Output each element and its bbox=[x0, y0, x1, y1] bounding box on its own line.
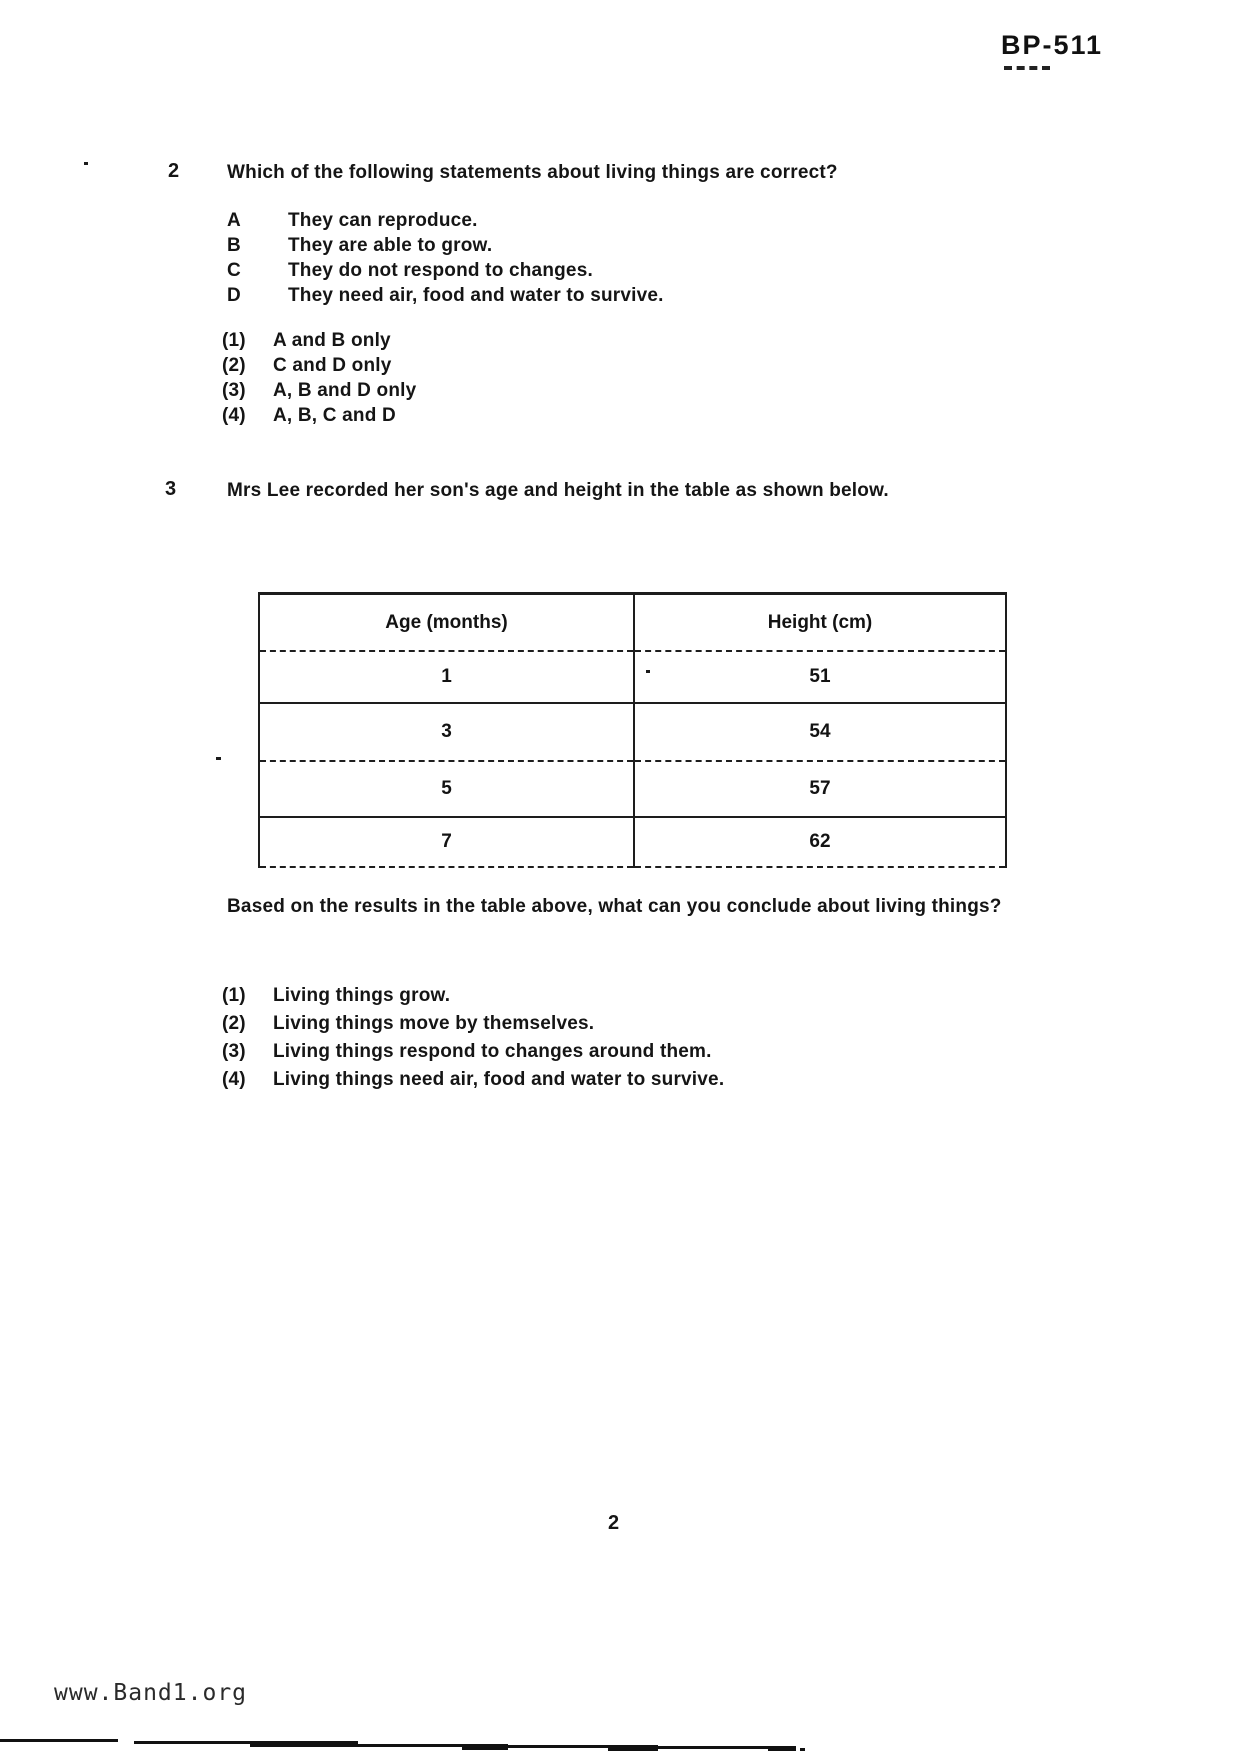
option-row bbox=[222, 330, 416, 355]
watermark-url: www.Band1.org bbox=[54, 1680, 248, 1706]
statement-row bbox=[227, 260, 664, 285]
option-row bbox=[222, 1069, 724, 1097]
option-row bbox=[222, 985, 724, 1013]
age-cell: 7 bbox=[259, 817, 634, 867]
option-row bbox=[222, 380, 416, 405]
question-2-text: Which of the following statements about living things are correct? bbox=[227, 162, 838, 183]
age-height-table bbox=[258, 592, 1007, 868]
option-text: A, B, C and D bbox=[273, 405, 396, 426]
table-row bbox=[259, 817, 1006, 867]
table-header-row bbox=[259, 594, 1006, 652]
option-label: (3) bbox=[222, 380, 246, 401]
table-row bbox=[259, 703, 1006, 761]
option-row bbox=[222, 405, 416, 430]
option-row bbox=[222, 355, 416, 380]
option-label: (1) bbox=[222, 985, 246, 1006]
statement-label: B bbox=[227, 235, 241, 256]
statement-label: A bbox=[227, 210, 241, 231]
question-2-options bbox=[222, 330, 416, 430]
statement-label: C bbox=[227, 260, 241, 281]
height-cell: 54 bbox=[634, 703, 1006, 761]
height-cell: 51 bbox=[634, 651, 1006, 703]
page-number: 2 bbox=[607, 1512, 620, 1534]
option-row bbox=[222, 1013, 724, 1041]
option-text: A, B and D only bbox=[273, 380, 417, 401]
table-row bbox=[259, 761, 1006, 817]
option-text: Living things respond to changes around them. bbox=[273, 1041, 712, 1062]
question-2-statements bbox=[227, 210, 664, 310]
question-3-options bbox=[222, 985, 724, 1097]
statement-text: They can reproduce. bbox=[288, 210, 478, 231]
option-label: (4) bbox=[222, 1069, 246, 1090]
option-label: (4) bbox=[222, 405, 246, 426]
question-3-prompt: Based on the results in the table above, what can you conclude about living things? bbox=[227, 896, 1002, 917]
statement-text: They do not respond to changes. bbox=[288, 260, 593, 281]
statement-text: They need air, food and water to survive. bbox=[288, 285, 664, 306]
question-2-number: 2 bbox=[168, 160, 180, 182]
age-cell: 1 bbox=[259, 651, 634, 703]
age-cell: 3 bbox=[259, 703, 634, 761]
option-text: A and B only bbox=[273, 330, 391, 351]
height-cell: 57 bbox=[634, 761, 1006, 817]
column-header-height: Height (cm) bbox=[634, 594, 1006, 652]
option-label: (2) bbox=[222, 355, 246, 376]
scan-artifact-dot bbox=[84, 162, 88, 165]
doc-code: BP-511 bbox=[1001, 30, 1104, 60]
height-cell: 62 bbox=[634, 817, 1006, 867]
option-label: (1) bbox=[222, 330, 246, 351]
question-3-text: Mrs Lee recorded her son's age and height in the table as shown below. bbox=[227, 480, 889, 501]
statement-label: D bbox=[227, 285, 241, 306]
question-3-number: 3 bbox=[165, 478, 177, 500]
statement-row bbox=[227, 235, 664, 260]
code-underline-dashes bbox=[1004, 66, 1050, 70]
column-header-age: Age (months) bbox=[259, 594, 634, 652]
option-label: (3) bbox=[222, 1041, 246, 1062]
statement-row bbox=[227, 210, 664, 235]
scan-artifact-dot bbox=[216, 757, 221, 760]
option-label: (2) bbox=[222, 1013, 246, 1034]
option-text: Living things grow. bbox=[273, 985, 451, 1006]
option-text: Living things need air, food and water to survive. bbox=[273, 1069, 725, 1090]
statement-text: They are able to grow. bbox=[288, 235, 493, 256]
age-cell: 5 bbox=[259, 761, 634, 817]
option-text: C and D only bbox=[273, 355, 392, 376]
option-text: Living things move by themselves. bbox=[273, 1013, 595, 1034]
table-row bbox=[259, 651, 1006, 703]
statement-row bbox=[227, 285, 664, 310]
option-row bbox=[222, 1041, 724, 1069]
